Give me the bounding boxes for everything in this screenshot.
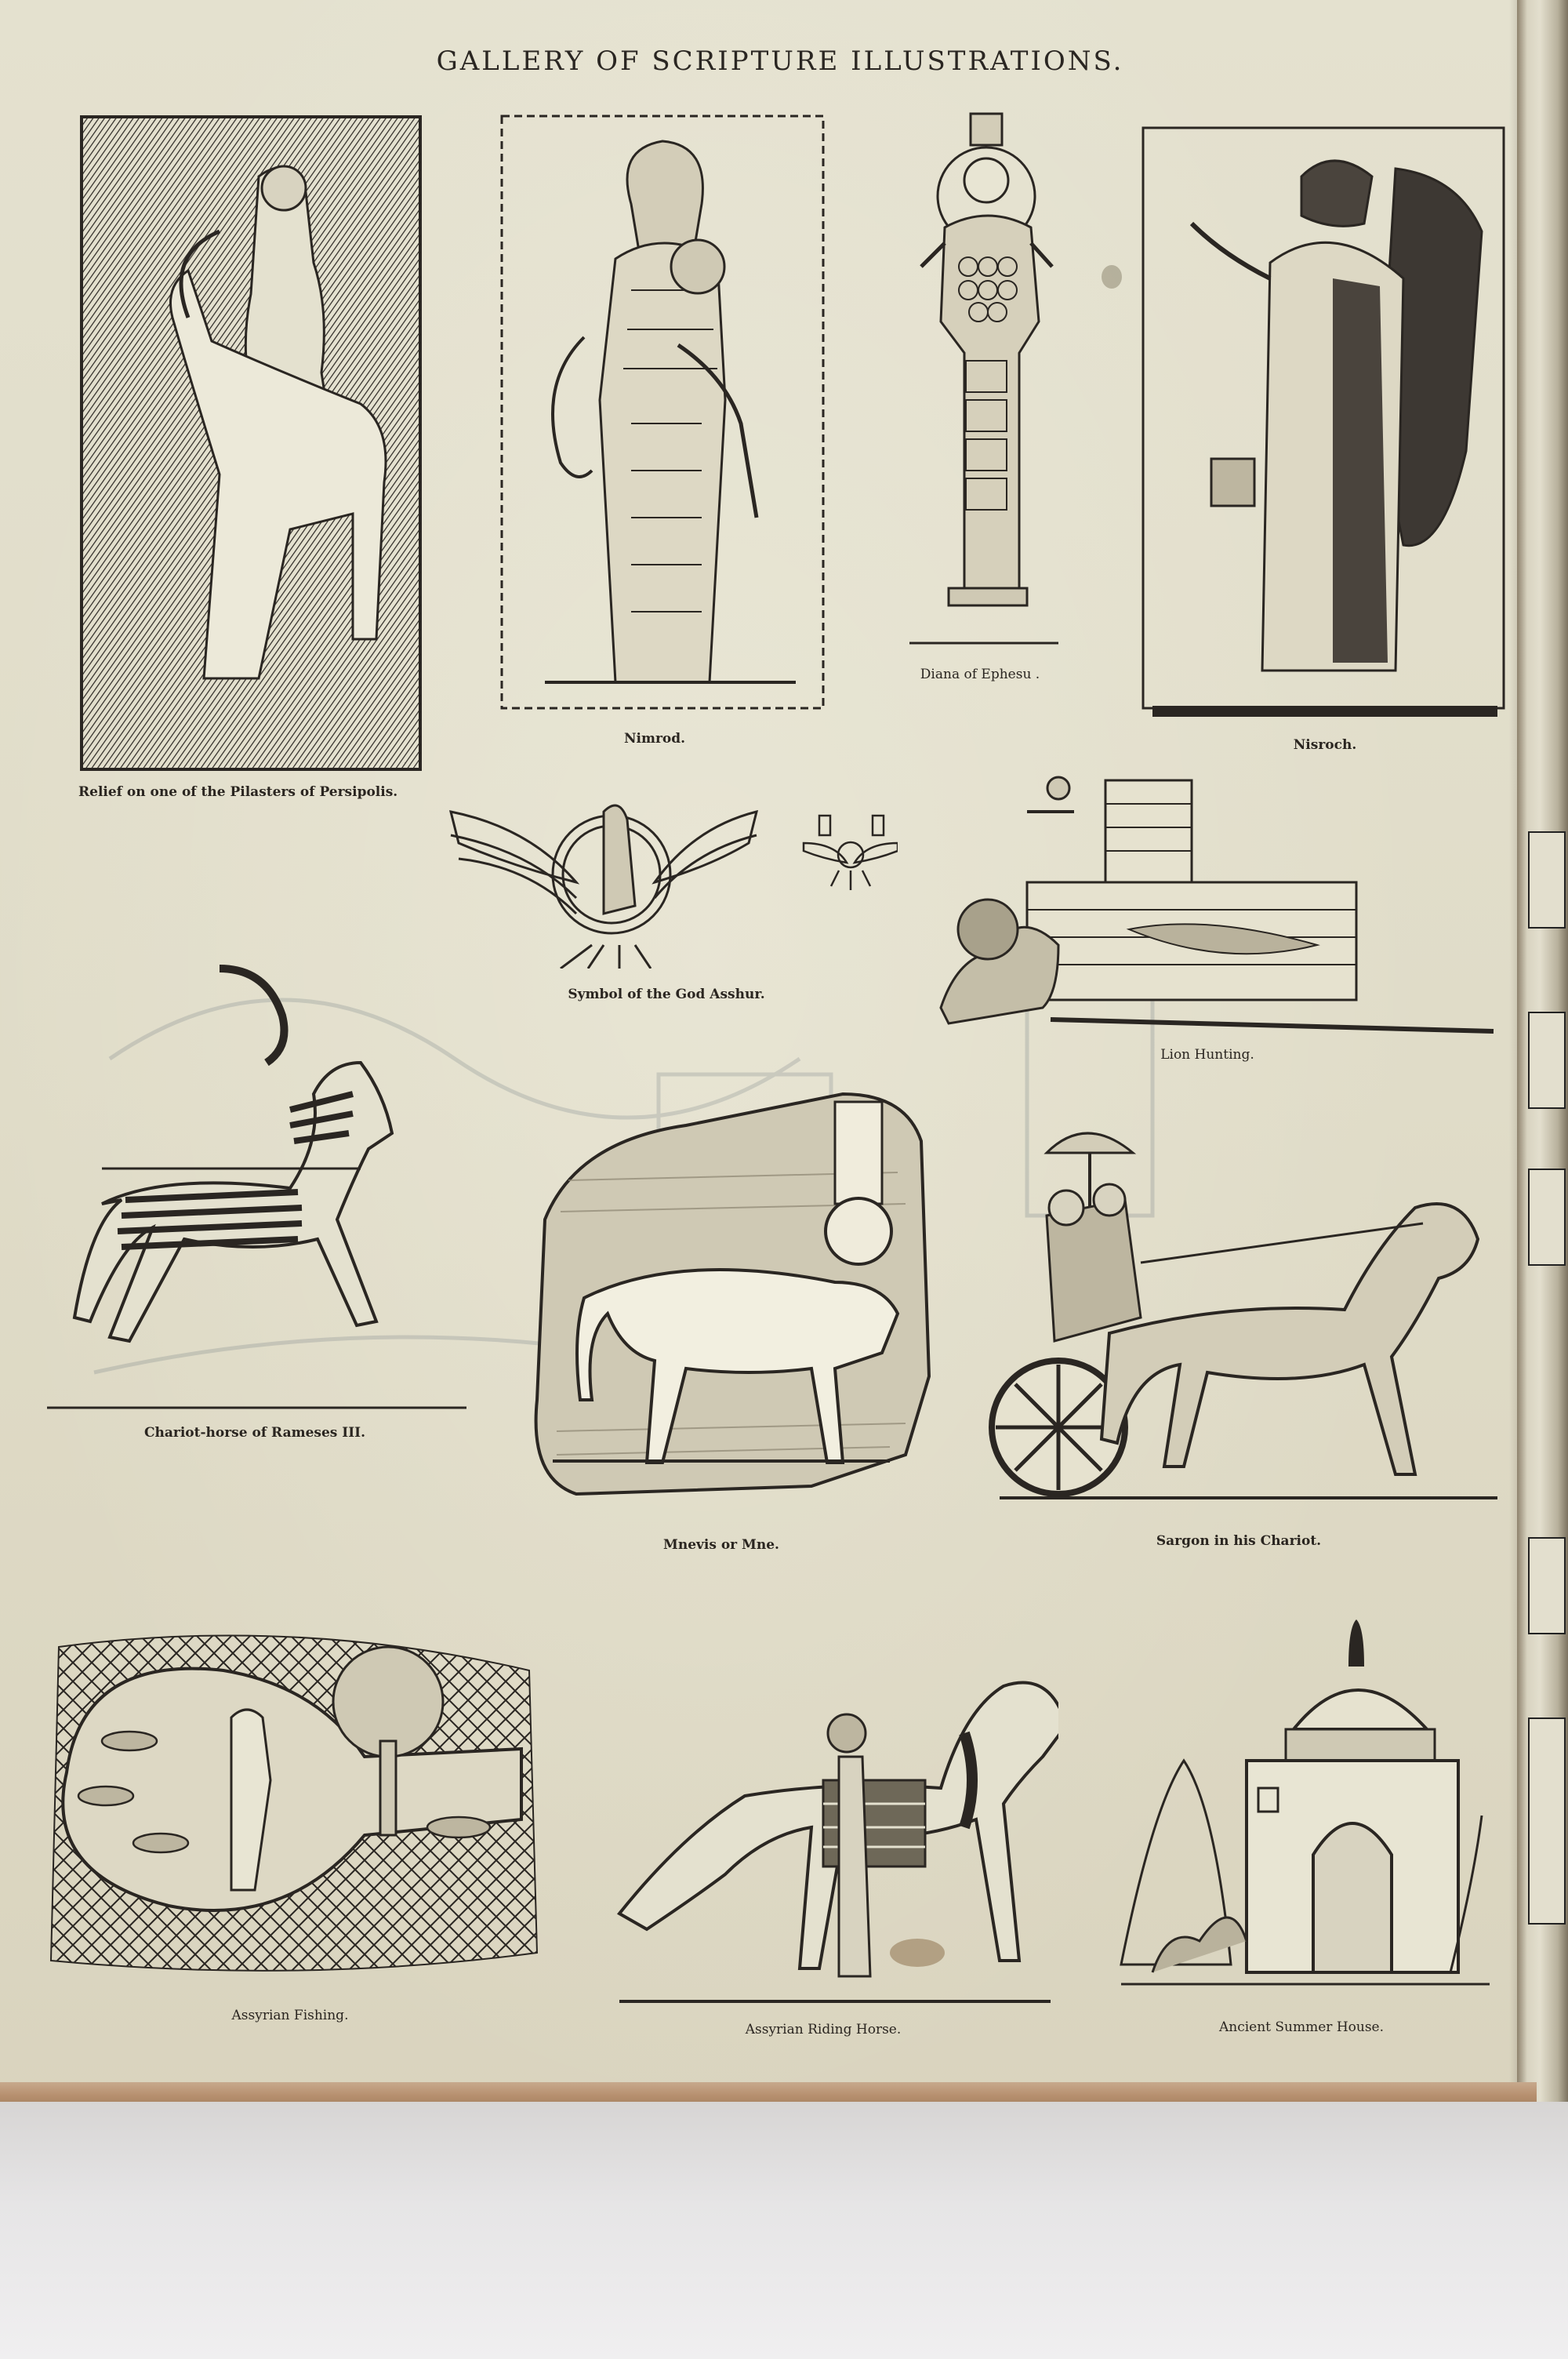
caption-persipolis: Relief on one of the Pilasters of Persipolis. bbox=[78, 784, 398, 800]
nisroch-illustration bbox=[1137, 122, 1509, 725]
assyrian-riding-horse-illustration bbox=[588, 1639, 1058, 2008]
table-surface bbox=[0, 2102, 1568, 2359]
caption-nimrod: Nimrod. bbox=[623, 731, 686, 747]
nimrod-illustration bbox=[498, 110, 827, 714]
page-bottom-edge bbox=[0, 2082, 1537, 2104]
caption-sargon: Sargon in his Chariot. bbox=[1156, 1533, 1322, 1549]
caption-nisroch: Nisroch. bbox=[1293, 737, 1357, 753]
diana-of-ephesus-illustration bbox=[878, 110, 1090, 659]
caption-summer-house: Ancient Summer House. bbox=[1218, 2019, 1385, 2035]
asshur-symbol-illustration bbox=[443, 780, 898, 969]
rameses-chariot-horse-illustration bbox=[31, 961, 470, 1416]
caption-riding-horse: Assyrian Riding Horse. bbox=[745, 2022, 902, 2037]
assyrian-fishing-illustration bbox=[35, 1616, 545, 1984]
ancient-summer-house-illustration bbox=[1105, 1612, 1497, 2019]
caption-mnevis: Mnevis or Mne. bbox=[663, 1537, 779, 1553]
stain-mark bbox=[1102, 265, 1122, 289]
caption-fishing: Assyrian Fishing. bbox=[231, 2008, 349, 2023]
caption-rameses: Chariot-horse of Rameses III. bbox=[143, 1425, 366, 1441]
caption-diana: Diana of Ephesu . bbox=[920, 667, 1040, 682]
caption-asshur: Symbol of the God Asshur. bbox=[568, 987, 765, 1002]
lion-hunting-illustration bbox=[933, 772, 1501, 1047]
page-title: GALLERY OF SCRIPTURE ILLUSTRATIONS. bbox=[436, 45, 1124, 77]
persipolis-relief-illustration bbox=[78, 114, 423, 772]
mnevis-bull-illustration bbox=[521, 1086, 933, 1506]
caption-lion-hunting: Lion Hunting. bbox=[1160, 1047, 1254, 1063]
sargon-chariot-illustration bbox=[984, 1106, 1505, 1514]
adjacent-page-stack bbox=[1517, 0, 1568, 2117]
